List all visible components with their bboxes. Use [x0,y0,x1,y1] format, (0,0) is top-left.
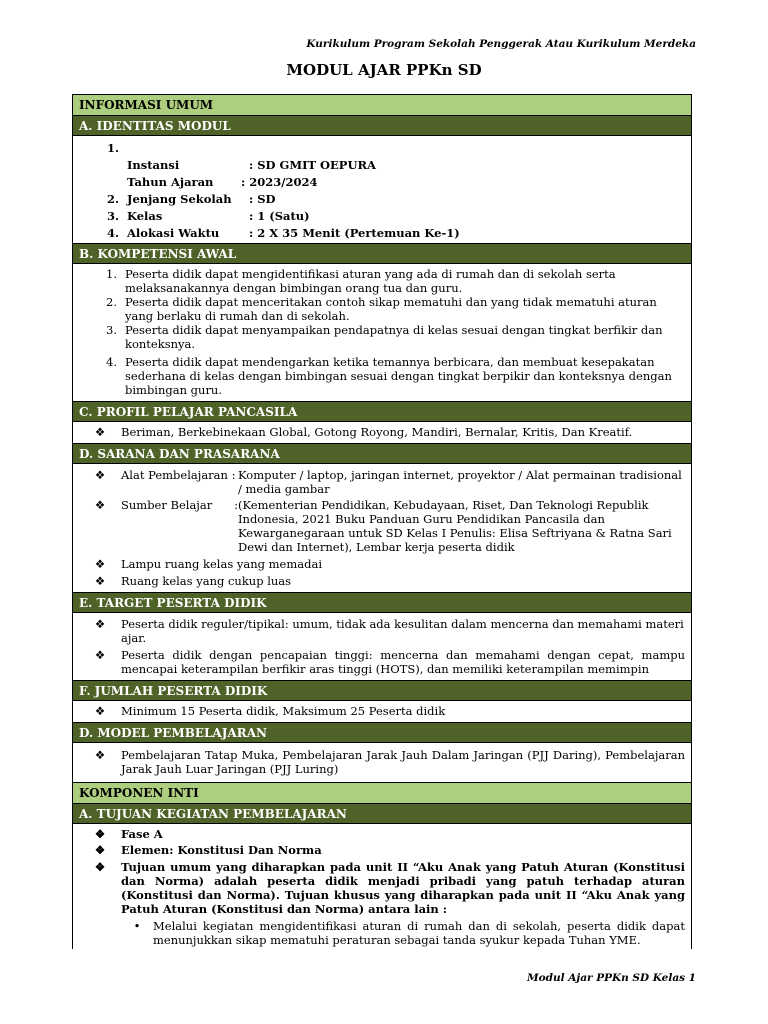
section-tujuan-kegiatan: A. TUJUAN KEGIATAN PEMBELAJARAN [73,804,691,824]
diamond-bullet-icon: ❖ [94,748,106,762]
identitas-value: : SD [249,192,276,206]
list-item [79,826,685,842]
identitas-row [79,225,685,242]
identitas-value: : 1 (Satu) [249,209,310,223]
section-sarana-prasarana: D. SARANA DAN PRASARANA [73,444,691,464]
identitas-num: 1. [106,141,119,155]
identitas-value: : 2 X 35 Menit (Pertemuan Ke-1) [249,226,460,240]
list-item [79,498,685,554]
tujuan-body [73,824,691,949]
identitas-value: : SD GMIT OEPURA [249,158,376,172]
list-item [79,295,685,323]
item-text: Peserta didik dapat mendengarkan ketika temannya berbicara, dan membuat kesepakatan sederhana di kelas dengan bimbingan sesuai dengan tingkat berpikir dan konteksnya dengan bimbingan guru. [125,355,672,397]
item-text: Ruang kelas yang cukup luas [121,574,292,588]
identitas-key: Tahun Ajaran [127,175,214,189]
bullet-icon: • [133,919,141,933]
item-text: Peserta didik dengan pencapaian tinggi: mencerna dan memahami dengan cepat, mampu mencapai keterampilan berfikir aras tinggi (HOTS), dan memiliki keterampilan memimpin [121,648,685,676]
list-item [79,468,685,496]
list-item [79,860,685,916]
list-item [79,425,685,439]
running-header: Kurikulum Program Sekolah Penggerak Atau Kurikulum Merdeka [306,38,696,50]
diamond-bullet-icon: ❖ [94,648,106,662]
list-item [79,557,685,571]
item-text: Beriman, Berkebinekaan Global, Gotong Royong, Mandiri, Bernalar, Kritis, Dan Kreatif. [121,425,633,439]
item-label: Sumber Belajar : [121,498,239,512]
item-text: Tujuan umum yang diharapkan pada unit II “Aku Anak yang Patuh Aturan (Konstitusi dan Norma) adalah peserta didik menjadi pribadi yang patuh terhadap aturan (Konstitusi dan Norma). Tujuan khusus yang diharapkan pada unit II “Aku Anak yang Patuh Aturan (Konstitusi dan Norma) antara lain : [121,860,685,916]
section-profil-pelajar: C. PROFIL PELAJAR PANCASILA [73,402,691,422]
identitas-num [79,174,127,191]
item-text: Komputer / laptop, jaringan internet, proyektor / Alat permainan tradisional / media gambar [238,468,682,496]
item-text: Peserta didik dapat menyampaikan pendapatnya di kelas sesuai dengan tingkat berfikir dan konteksnya. [125,323,663,351]
kompetensi-body [73,264,691,402]
diamond-bullet-icon: ❖ [94,617,106,631]
identitas-row [79,157,685,174]
item-text: Pembelajaran Tatap Muka, Pembelajaran Jarak Jauh Dalam Jaringan (PJJ Daring), Pembelajaran Jarak Jauh Luar Jaringan (PJJ Luring) [121,748,685,776]
diamond-bullet-icon: ❖ [94,498,106,512]
item-text: Peserta didik reguler/tipikal: umum, tidak ada kesulitan dalam mencerna dan memahami materi ajar. [121,617,684,645]
model-body [73,743,691,783]
item-text: Minimum 15 Peserta didik, Maksimum 25 Peserta didik [121,704,446,718]
item-number: 2. [106,295,117,309]
list-item [79,323,685,351]
diamond-bullet-icon: ❖ [94,468,106,482]
diamond-bullet-icon: ❖ [94,704,106,718]
list-item [79,267,685,295]
diamond-bullet-icon: ❖ [94,843,106,857]
identitas-row [79,174,685,191]
target-body [73,613,691,681]
item-text: Lampu ruang kelas yang memadai [121,557,323,571]
item-number: 4. [106,355,117,369]
list-item [79,842,685,858]
diamond-bullet-icon: ❖ [94,574,106,588]
identitas-num: 2. [106,192,119,206]
item-text: Peserta didik dapat menceritakan contoh sikap mematuhi dan yang tidak mematuhi aturan yang berlaku di rumah dan di sekolah. [125,295,657,323]
list-item [79,748,685,776]
item-number: 3. [106,323,117,337]
module-table [72,94,692,949]
diamond-bullet-icon: ❖ [94,827,106,841]
identitas-body [73,136,691,244]
item-text: Fase A [121,827,163,841]
item-text: Elemen: Konstitusi Dan Norma [121,843,322,857]
identitas-row [79,208,685,225]
section-komponen-inti: KOMPONEN INTI [73,783,691,804]
section-identitas-modul: A. IDENTITAS MODUL [73,116,691,136]
identitas-row [79,140,685,157]
identitas-num [79,157,127,174]
section-informasi-umum: INFORMASI UMUM [73,95,691,116]
list-item [79,574,685,588]
list-item [121,919,685,947]
identitas-key: Alokasi Waktu [127,226,220,240]
item-text: Peserta didik dapat mengidentifikasi aturan yang ada di rumah dan di sekolah serta melaksanakannya dengan bimbingan orang tua dan guru. [125,267,616,295]
profil-body [73,422,691,444]
list-item [79,704,685,718]
identitas-num: 3. [106,209,119,223]
item-text: Melalui kegiatan mengidentifikasi aturan di rumah dan di sekolah, peserta didik dapat menunjukkan sikap mematuhi peraturan sebagai tanda syukur kepada Tuhan YME. [153,919,685,947]
list-item [79,617,685,645]
item-label: Alat Pembelajaran : [121,468,236,482]
section-target-peserta: E. TARGET PESERTA DIDIK [73,593,691,613]
list-item [79,648,685,676]
sarana-body [73,464,691,593]
section-kompetensi-awal: B. KOMPETENSI AWAL [73,244,691,264]
jumlah-body [73,701,691,723]
diamond-bullet-icon: ❖ [94,425,106,439]
identitas-value: : 2023/2024 [241,175,318,189]
identitas-row [79,191,685,208]
list-item [79,355,685,397]
section-model-pembelajaran: D. MODEL PEMBELAJARAN [73,723,691,743]
identitas-key: Kelas [127,209,163,223]
diamond-bullet-icon: ❖ [94,860,106,874]
section-jumlah-peserta: F. JUMLAH PESERTA DIDIK [73,681,691,701]
document-title: MODUL AJAR PPKn SD [286,61,482,79]
item-text: (Kementerian Pendidikan, Kebudayaan, Riset, Dan Teknologi Republik Indonesia, 2021 Buku Panduan Guru Pendidikan Pancasila dan Kewarganegaraan untuk SD Kelas I Penulis: Elisa Seftriyana & Ratna Sari Dewi dan Internet), Lembar kerja peserta didik [238,498,672,554]
identitas-key: Instansi [127,158,180,172]
diamond-bullet-icon: ❖ [94,557,106,571]
identitas-key: Jenjang Sekolah [127,192,232,206]
identitas-num: 4. [106,226,119,240]
item-number: 1. [106,267,117,281]
running-footer: Modul Ajar PPKn SD Kelas 1 [527,972,696,984]
